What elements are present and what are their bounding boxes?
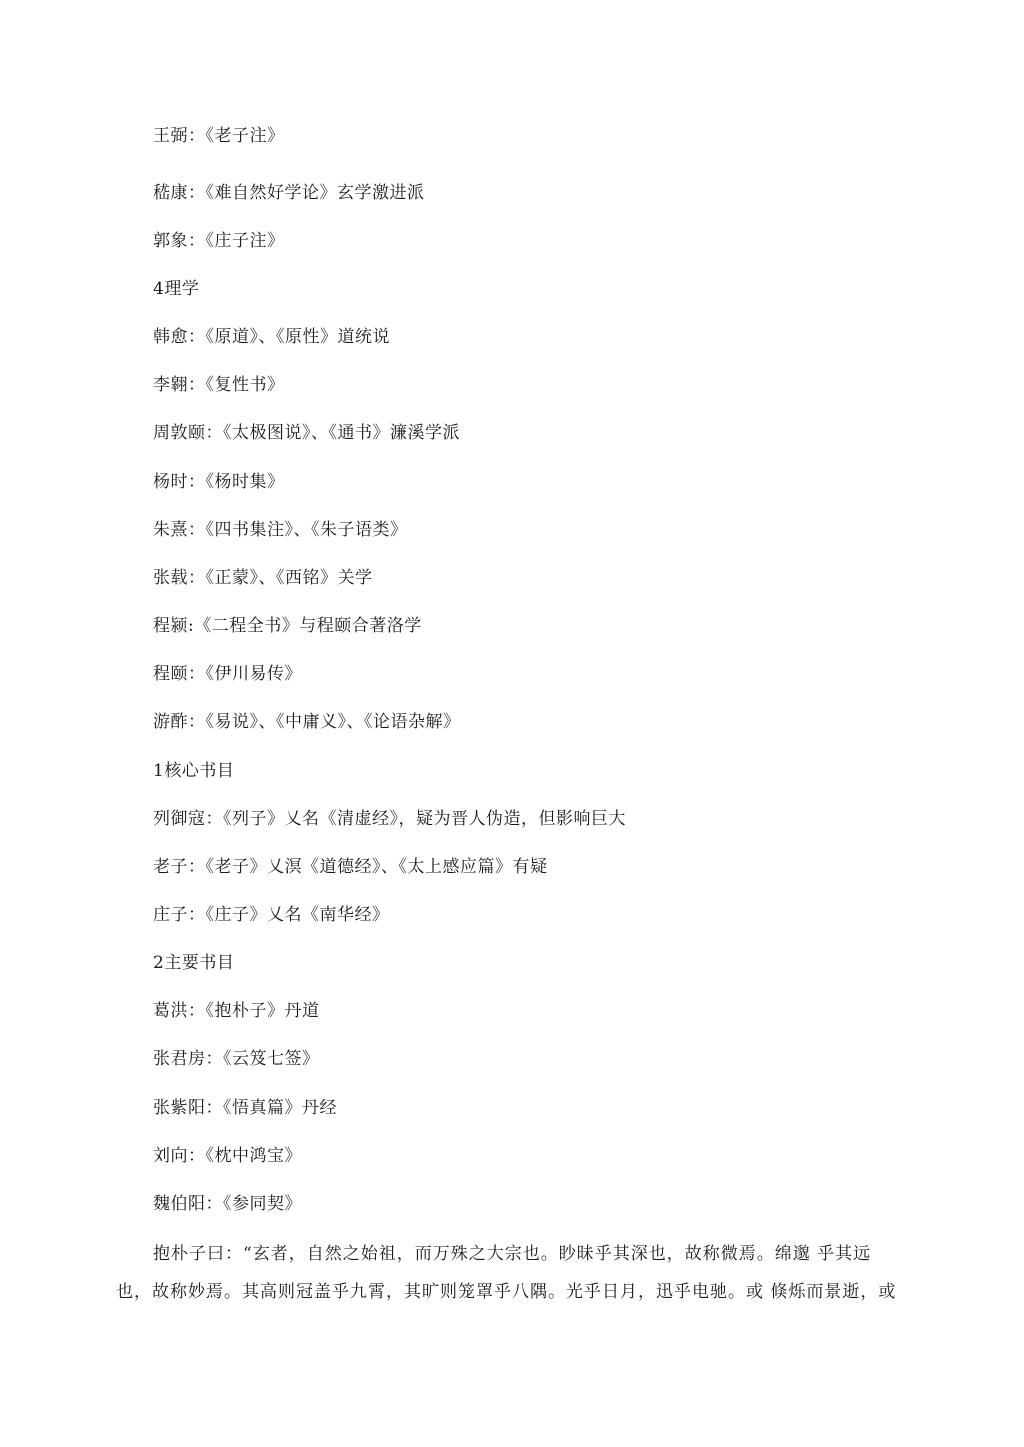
entry-guo-xiang: 郭象：《庄子注》: [153, 231, 285, 251]
entry-zhang-zai: 张载：《正蒙》、《西铭》关学: [153, 568, 373, 588]
entry-ge-hong: 葛洪：《抱朴子》丹道: [153, 1001, 320, 1021]
section-heading-core-books: 1核心书目: [153, 761, 235, 781]
entry-zhang-ziyang: 张紫阳：《悟真篇》丹经: [153, 1098, 337, 1118]
baopuzi-quote-paragraph: [116, 1235, 916, 1311]
entry-li-ao: 李翱：《复性书》: [153, 375, 285, 395]
entry-wei-boyang: 魏伯阳：《参同契》: [153, 1194, 302, 1214]
entry-you-zuo: 游酢：《易说》、《中庸义》、《论语杂解》: [153, 712, 461, 732]
entry-laozi: 老子：《老子》乂溟《道德经》、《太上感应篇》有疑: [153, 857, 548, 877]
entry-cheng-yi: 程颐：《伊川易传》: [153, 664, 302, 684]
entry-zhuangzi: 庄子：《庄子》乂名《南华经》: [153, 905, 390, 925]
entry-zhu-xi: 朱熹：《四书集注》、《朱子语类》: [153, 520, 408, 540]
section-heading-lixue: 4理学: [153, 279, 200, 299]
entry-wang-bi: 王弼：《老子注》: [153, 126, 285, 146]
entry-liu-xiang: 刘向：《枕中鸿宝》: [153, 1146, 302, 1166]
entry-cheng-hao: 程颍:《二程全书》与程颐合著洛学: [153, 616, 422, 636]
entry-zhang-junfang: 张君房：《云笈七签》: [153, 1049, 320, 1069]
entry-yang-shi: 杨时：《杨时集》: [153, 472, 285, 492]
entry-zhou-dunyi: 周敦颐：《太极图说》、《通书》濂溪学派: [153, 423, 460, 443]
paragraph-line-1: [116, 1235, 916, 1273]
section-heading-main-books: 2主要书目: [153, 953, 235, 973]
entry-lie-yukou: 列御寇：《列子》乂名《清虚经》，疑为晋人伪造，但影响巨大: [153, 809, 626, 829]
paragraph-line-2: 也，故称妙焉。其高则冠盖乎九霄，其旷则笼罩乎八隅。光乎日月，迅乎电驰。或 倏烁而景逝，或: [116, 1282, 897, 1302]
paragraph-line-1-text: 抱朴子曰：“玄者，自然之始祖，而万殊之大宗也。眇昧乎其深也，故称微焉。绵邈 乎其远: [153, 1244, 872, 1264]
entry-ji-kang: 嵇康：《难自然好学论》玄学激进派: [153, 183, 425, 203]
entry-han-yu: 韩愈：《原道》、《原性》道统说: [153, 327, 390, 347]
